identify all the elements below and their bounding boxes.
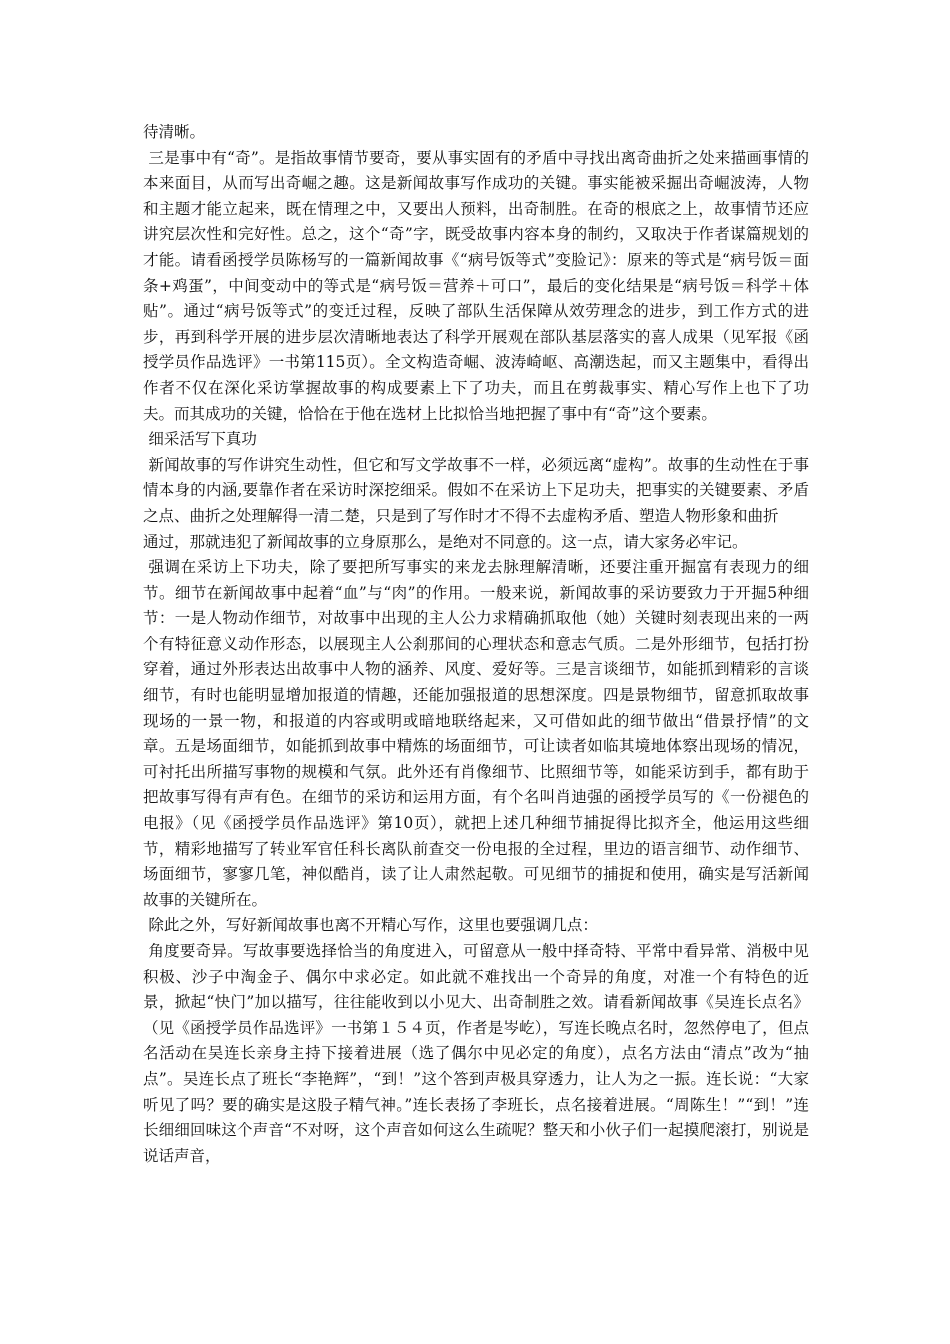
paragraph-principle: 通过，那就违犯了新闻故事的立身原那么，是绝对不同意的。这一点，请大家务必牢记。 <box>143 532 748 551</box>
paragraph-details: 强调在采访上下功夫，除了要把所写事实的来龙去脉理解清晰，还要注重开掘富有表现力的细节。细节在新闻故事中起着“血”与“肉”的作用。一般来说，新闻故事的采访要致力于开掘5种细节：一是人物动作细节，对故事中出现的主人公力求精确抓取他（她）关键时刻表现出来的一两个有特征意义动作形态，以展现主人公刹那间的心理状态和意志气质。二是外形细节，包括打扮穿着，通过外形表达出故事中人物的涵养、风度、爱好等。三是言谈细节，如能抓到精彩的言谈细节，有时也能明显增加报道的情趣，还能加强报道的思想深度。四是景物细节，留意抓取故事现场的一景一物，和报道的内容或明或暗地联络起来，又可借如此的细节做出“借景抒情”的文章。五是场面细节，如能抓到故事中精炼的场面细节，可让读者如临其境地体察出现场的情况，可衬托出所描写事物的规模和气氛。此外还有肖像细节、比照细节等，如能采访到手，都有助于把故事写得有声有色。在细节的采访和运用方面，有个名叫肖迪强的函授学员写的《一份褪色的电报》（见《函授学员作品选评》第10页），就把上述几种细节捕捉得比拟齐全，他运用这些细节，精彩地描写了转业军官任科长离队前查交一份电报的全过程，里边的语言细节、动作细节、场面细节，寥寥几笔，神似酷肖，读了让人肃然起敬。可见细节的捕捉和使用，确实是写活新闻故事的关键所在。 <box>143 558 809 909</box>
paragraph-writing-points: 除此之外，写好新闻故事也离不开精心写作，这里也要强调几点： <box>148 916 598 935</box>
paragraph-no-fiction: 新闻故事的写作讲究生动性，但它和写文学故事不一样，必须远离“虚构”。故事的生动性在于事情本身的内涵,要靠作者在采访时深挖细采。假如不在采访上下足功夫，把事实的关键要素、矛盾之点、曲折之处理解得一清二楚，只是到了写作时才不得不去虚构矛盾、塑造人物形象和曲折 <box>143 455 809 525</box>
paragraph-qi-element: 三是事中有“奇”。是指故事情节要奇，要从事实固有的矛盾中寻找出离奇曲折之处来描画事情的本来面目，从而写出奇崛之趣。这是新闻故事写作成功的关键。事实能被采掘出奇崛波涛，人物和主题才能立起来，既在情理之中，又要出人预料，出奇制胜。在奇的根底之上，故事情节还应讲究层次性和完好性。总之，这个“奇”字，既受故事内容本身的制约，又取决于作者谋篇规划的才能。请看函授学员陈杨写的一篇新闻故事《“病号饭等式”变脸记》：原来的等式是“病号饭＝面条+鸡蛋”，中间变动中的等式是“病号饭＝营养＋可口”，最后的变化结果是“病号饭＝科学＋体贴”。通过“病号饭等式”的变迁过程，反映了部队生活保障从效劳理念的进步，到工作方式的进步，再到科学开展的进步层次清晰地表达了科学开展观在部队基层落实的喜人成果（见军报《函授学员作品选评》一书第115页）。全文构造奇崛、波涛崎岖、高潮迭起，而又主题集中，看得出作者不仅在深化采访掌握故事的构成要素上下了功夫，而且在剪裁事实、精心写作上也下了功夫。而其成功的关键，恰恰在于他在选材上比拟恰当地把握了事中有“奇”这个要素。 <box>143 148 809 423</box>
paragraph-angle: 角度要奇异。写故事要选择恰当的角度进入，可留意从一般中择奇特、平常中看异常、消极中见积极、沙子中淘金子、偶尔中求必定。如此就不难找出一个奇异的角度，对准一个有特色的近景，掀起“快门”加以描写，往往能收到以小见大、出奇制胜之效。请看新闻故事《吴连长点名》（见《函授学员作品选评》一书第１５４页，作者是岑屹），写连长晚点名时，忽然停电了，但点名活动在吴连长亲身主持下接着进展（选了偶尔中见必定的角度），点名方法由“清点”改为“抽点”。吴连长点了班长“李艳辉”，“到！”这个答到声极具穿透力，让人为之一振。连长说：“大家听见了吗？要的确实是这股子精气神。”连长表扬了李班长，点名接着进展。“周陈生！”“到！”连长细细回味这个声音“不对呀，这个声音如何这么生疏呢？整天和小伙子们一起摸爬滚打，别说是说话声音， <box>143 942 809 1165</box>
section-heading: 细采活写下真功 <box>148 430 257 449</box>
document-page <box>143 120 809 1169</box>
paragraph-continuation: 待清晰。 <box>143 123 206 141</box>
